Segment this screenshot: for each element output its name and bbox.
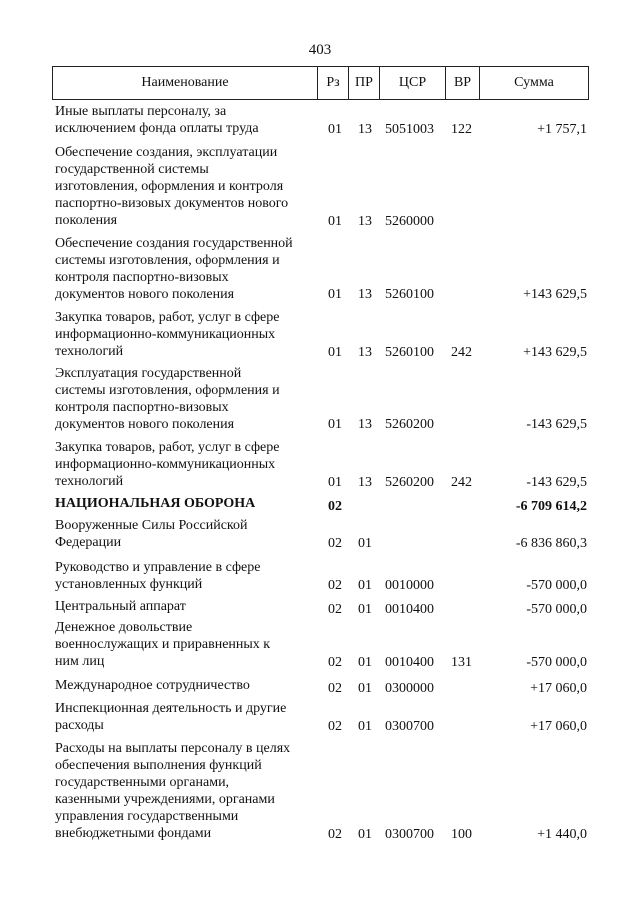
row-vr: 100 — [451, 827, 472, 842]
table-row — [0, 235, 640, 303]
row-pr: 01 — [358, 602, 372, 617]
row-rz: 01 — [328, 475, 342, 490]
table-row — [0, 517, 640, 552]
table-row — [0, 144, 640, 230]
row-name: Вооруженные Силы Российской Федерации — [55, 518, 248, 550]
row-name: Центральный аппарат — [55, 599, 186, 614]
row-csr: 5260200 — [385, 417, 434, 432]
row-csr: 5260100 — [385, 345, 434, 360]
row-rz: 02 — [328, 602, 342, 617]
row-rz: 01 — [328, 214, 342, 229]
row-sum: -570 000,0 — [526, 655, 587, 670]
table-row — [0, 103, 640, 138]
row-rz: 01 — [328, 287, 342, 302]
row-rz: 02 — [328, 536, 342, 551]
row-sum: -6 709 614,2 — [515, 499, 587, 514]
row-rz: 02 — [328, 499, 342, 514]
row-name: Международное сотрудничество — [55, 678, 250, 693]
header-rz: Рз — [318, 67, 349, 99]
row-pr: 01 — [358, 827, 372, 842]
table-row — [0, 619, 640, 671]
table-row — [0, 598, 640, 618]
row-csr: 0010400 — [385, 602, 434, 617]
row-sum: +17 060,0 — [530, 681, 587, 696]
row-rz: 02 — [328, 655, 342, 670]
row-sum: +143 629,5 — [523, 345, 587, 360]
row-vr: 242 — [451, 345, 472, 360]
row-csr: 0010400 — [385, 655, 434, 670]
row-name: Эксплуатация государственной системы изготовления, оформления и контроля паспортно-визовых документов нового поколения — [55, 366, 280, 432]
row-sum: -570 000,0 — [526, 602, 587, 617]
header-sum: Сумма — [514, 75, 554, 90]
row-vr: 122 — [451, 122, 472, 137]
header-vr: ВР — [446, 67, 480, 99]
table-row — [0, 309, 640, 361]
row-name: Иные выплаты персоналу, за исключением фонда оплаты труда — [55, 104, 259, 136]
row-pr: 01 — [358, 536, 372, 551]
page-number: 403 — [308, 42, 332, 58]
row-pr: 13 — [358, 287, 372, 302]
row-csr: 5051003 — [385, 122, 434, 137]
row-pr: 13 — [358, 475, 372, 490]
row-name: Закупка товаров, работ, услуг в сфере информационно-коммуникационных технологий — [55, 310, 280, 359]
table-row — [0, 439, 640, 491]
row-pr: 13 — [358, 214, 372, 229]
row-name: Обеспечение создания государственной системы изготовления, оформления и контроля паспортно-визовых документов нового поколения — [55, 236, 293, 302]
row-sum: +1 440,0 — [537, 827, 587, 842]
header-csr: ЦСР — [380, 67, 446, 99]
row-csr: 0300000 — [385, 681, 434, 696]
row-name: Расходы на выплаты персоналу в целях обеспечения выполнения функций государственными органами, казенными учреждениями, органами управления государственными внебюджетными фондами — [55, 741, 291, 841]
row-name: Руководство и управление в сфере установленных функций — [55, 560, 261, 592]
row-name: Обеспечение создания, эксплуатации государственной системы изготовления, оформления и контроля паспортно-визовых документов нового поколения — [55, 145, 289, 228]
row-pr: 13 — [358, 122, 372, 137]
row-pr: 13 — [358, 345, 372, 360]
table-row — [0, 740, 640, 843]
table-row — [0, 700, 640, 735]
row-csr: 5260200 — [385, 475, 434, 490]
row-sum: -6 836 860,3 — [515, 536, 587, 551]
row-pr: 01 — [358, 681, 372, 696]
row-sum: +1 757,1 — [537, 122, 587, 137]
table-row — [0, 677, 640, 697]
table-row — [0, 365, 640, 433]
header-name: Наименование — [53, 67, 318, 99]
row-rz: 02 — [328, 827, 342, 842]
row-name: Закупка товаров, работ, услуг в сфере информационно-коммуникационных технологий — [55, 440, 280, 489]
row-rz: 02 — [328, 719, 342, 734]
header-pr: ПР — [349, 67, 380, 99]
row-name: НАЦИОНАЛЬНАЯ ОБОРОНА — [55, 496, 256, 511]
row-vr: 131 — [451, 655, 472, 670]
row-rz: 01 — [328, 345, 342, 360]
row-name: Денежное довольствие военнослужащих и приравненных к ним лиц — [55, 620, 271, 669]
row-vr: 242 — [451, 475, 472, 490]
row-rz: 01 — [328, 417, 342, 432]
row-csr: 0300700 — [385, 719, 434, 734]
row-pr: 13 — [358, 417, 372, 432]
row-pr: 01 — [358, 719, 372, 734]
row-rz: 02 — [328, 681, 342, 696]
table-row — [0, 559, 640, 594]
table-row — [0, 495, 640, 515]
row-csr: 5260100 — [385, 287, 434, 302]
row-rz: 02 — [328, 578, 342, 593]
row-csr: 5260000 — [385, 214, 434, 229]
row-sum: -143 629,5 — [526, 475, 587, 490]
row-pr: 01 — [358, 578, 372, 593]
row-sum: +143 629,5 — [523, 287, 587, 302]
row-csr: 0300700 — [385, 827, 434, 842]
row-sum: -570 000,0 — [526, 578, 587, 593]
row-pr: 01 — [358, 655, 372, 670]
row-csr: 0010000 — [385, 578, 434, 593]
row-rz: 01 — [328, 122, 342, 137]
row-sum: -143 629,5 — [526, 417, 587, 432]
row-name: Инспекционная деятельность и другие расходы — [55, 701, 287, 733]
row-sum: +17 060,0 — [530, 719, 587, 734]
